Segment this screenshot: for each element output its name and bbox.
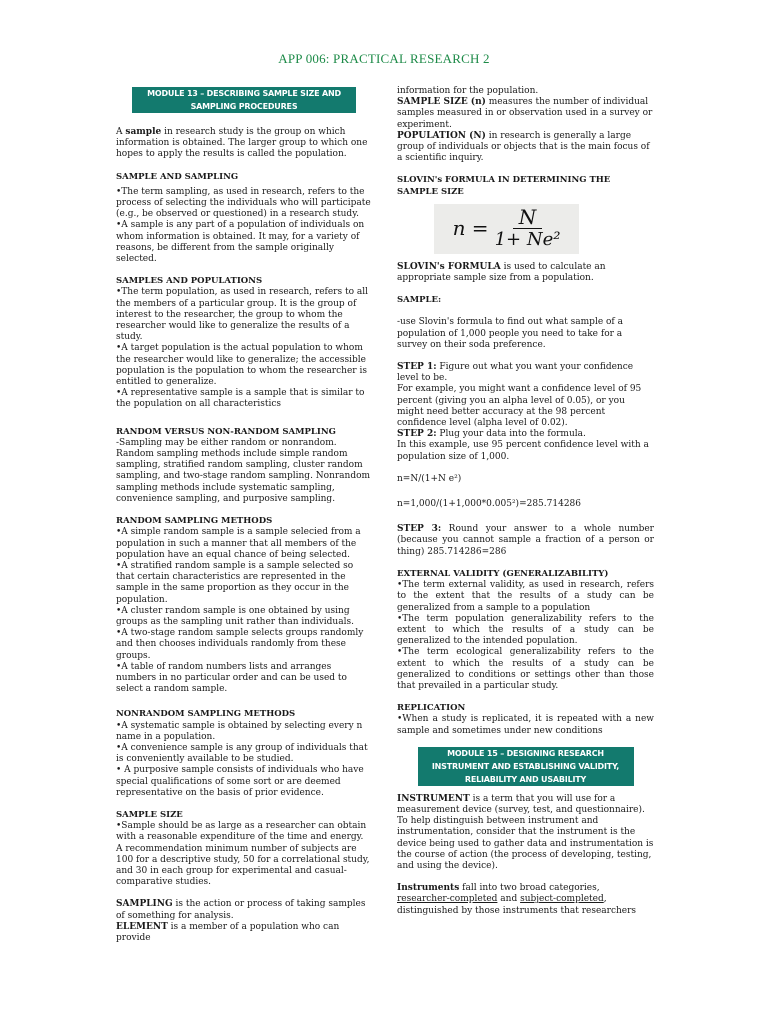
right-column (397, 86, 654, 917)
formula-lhs: n = (452, 216, 489, 241)
paragraph: -Sampling may be either random or nonrandom. Random sampling methods include simple random sampling, stratified random sampling, cluster random sampling, and two-stage random sampling. Nonrandom sampling methods include systematic sampling, convenience sampling, and purposive sampling. (116, 437, 371, 504)
subject-completed-link: subject-completed (520, 894, 604, 905)
paragraph: In this example, use 95 percent confidence level with a population size of 1,000. (397, 440, 649, 462)
section-title: SAMPLE: (397, 295, 442, 306)
section-title: RANDOM SAMPLING METHODS (116, 516, 273, 527)
paragraph: •A sample is any part of a population of individuals on whom information is obtained. It may, for a variety of reasons, be different from the sample originally selected. (116, 220, 365, 265)
paragraph: •A simple random sample is a sample selecied from a population in such a manner that all members of the population have an equal chance of being selected. (116, 527, 361, 560)
page-title: APP 006: PRACTICAL RESEARCH 2 (278, 51, 490, 66)
paragraph: •A cluster random sample is one obtained by using groups as the sampling unit rather than individuals. (116, 605, 354, 627)
paragraph: •The term external validity, as used in research, refers to the extent that the results of a study can be generalized from a sample to a population (397, 580, 654, 613)
intro-paragraph: A sample in research study is the group on which information is obtained. The larger group to which one hopes to apply the results is called the population. (116, 127, 368, 160)
paragraph: • A purposive sample consists of individuals who have special qualifications of some sort or are deemed representative on the basis of prior evidence. (116, 765, 364, 798)
paragraph: •A two-stage random sample selects groups randomly and then chooses individuals randomly from these groups. (116, 628, 364, 661)
section-title: SAMPLE SIZE (116, 809, 183, 820)
paragraph: •The term ecological generalizability refers to the extent to which the results of a study can be generalized to conditions or settings other than those that prevailed in a particular study. (397, 647, 654, 691)
section-title: EXTERNAL VALIDITY (GENERALIZABILITY) (397, 568, 609, 579)
paragraph: •A table of random numbers lists and arranges numbers in no particular order and can be used to select a random sample. (116, 661, 347, 695)
equation: n=N/(1+N e²) (397, 473, 462, 484)
paragraph: •A convenience sample is any group of individuals that is conveniently available to be studied. (116, 742, 368, 765)
paragraph: •The term population, as used in research, refers to all the members of a particular group. It is the group of interest to the researcher, the group to whom the researcher would like to generalize the results of a study. (116, 287, 368, 343)
left-column (116, 86, 372, 944)
section-title: SAMPLES AND POPULATIONS (116, 276, 263, 287)
slovin-formula-image (434, 204, 579, 254)
paragraph: •When a study is replicated, it is repeated with a new sample and sometimes under new conditions (397, 714, 654, 736)
population-definition: POPULATION (N) in research is generally a large group of individuals or objects that is the main focus of a scientific inquiry. (397, 130, 650, 164)
slovin-definition: SLOVIN's FORMULA is used to calculate an appropriate sample size from a population. (397, 261, 606, 284)
paragraph: •The term sampling, as used in research, refers to the process of selecting the individuals who will participate (e.g., be observed or questioned) in a research study. (116, 186, 371, 220)
equation: n=1,000/(1+1,000*0.005²)=285.714286 (397, 499, 581, 510)
module-15-header: MODULE 15 – DESIGNING RESEARCH INSTRUMENT AND ESTABLISHING VALIDITY, RELIABILITY AND USABILITY (418, 747, 634, 786)
instrument-definition: INSTRUMENT is a term that you will use for a measurement device (survey, test, and questionnaire). To help distinguish between instrument and instrumentation, consider that the instrument is the device being used to gather data and instrumentation is the course of action (the process of developing, testing, and using the device). (397, 793, 654, 871)
section-title: SLOVIN's FORMULA IN DETERMINING THE SAMPLE SIZE (397, 175, 611, 197)
element-definition: ELEMENT is a member of a population who can provide (116, 921, 340, 943)
paragraph: For example, you might want a confidence level of 95 percent (giving you an alpha level of 0.05), or you might need better accuracy at the 98 percent confidence level (alpha level of 0.02). (397, 384, 642, 429)
step-2: STEP 2: Plug your data into the formula. (397, 429, 586, 440)
sample-size-definition: SAMPLE SIZE (n) measures the number of individual samples measured in or observation used in a survey or experiment. (397, 97, 653, 130)
section-title: REPLICATION (397, 703, 466, 714)
paragraph: -use Slovin's formula to find out what sample of a population of 1,000 people you need to take for a survey on their soda preference. (397, 317, 623, 350)
paragraph: •A target population is the actual population to whom the researcher would like to generalize; the accessible population is the population to whom the researcher is entitled to generalize. (116, 343, 367, 388)
step-1: STEP 1: Figure out what you want your confidence level to be. (397, 362, 634, 384)
formula-numerator: N (513, 206, 543, 229)
module-13-header: MODULE 13 – DESCRIBING SAMPLE SIZE AND SAMPLING PROCEDURES (132, 87, 356, 113)
section-title: SAMPLE AND SAMPLING (116, 171, 239, 182)
formula-fraction (495, 206, 561, 251)
paragraph: information for the population. (397, 86, 539, 96)
formula-denominator: 1+ Ne² (494, 229, 561, 251)
paragraph: •A systematic sample is obtained by selecting every n name in a population. (116, 720, 363, 742)
sampling-definition: SAMPLING is the action or process of taking samples of something for analysis. (116, 899, 366, 921)
paragraph: •A representative sample is a sample that is similar to the population on all characteristics (116, 388, 365, 410)
paragraph: •A stratified random sample is a sample selected so that certain characteristics are represented in the sample in the same proportion as they occur in the population. (116, 560, 354, 605)
section-title: NONRANDOM SAMPLING METHODS (116, 709, 296, 720)
researcher-completed-link: researcher-completed (397, 894, 498, 905)
paragraph: •The term population generalizability refers to the extent to which the results of a study can be generalized to the intended population. (397, 613, 654, 647)
step-3: STEP 3: Round your answer to a whole number (because you cannot sample a fraction of a person or thing) 285.714286=286 (397, 524, 654, 557)
section-title: RANDOM VERSUS NON-RANDOM SAMPLING (116, 426, 336, 437)
instruments-categories: Instruments fall into two broad categories, researcher-completed and subject-completed, distinguished by those instruments that researchers (397, 883, 637, 916)
paragraph: •Sample should be as large as a researcher can obtain with a reasonable expenditure of the time and energy. A recommendation minimum number of subjects are 100 for a descriptive study, 50 for a correlational study, and 30 in each group for experimental and casual-comparative studies. (116, 821, 370, 888)
